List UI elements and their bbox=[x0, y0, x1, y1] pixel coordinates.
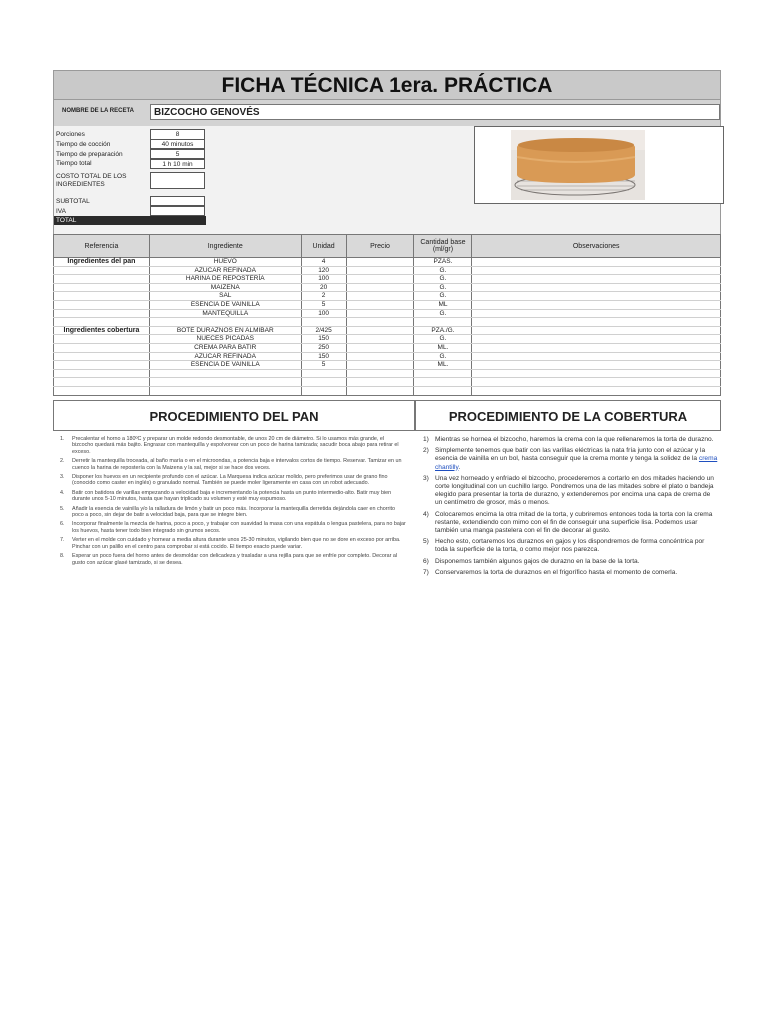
procedure-step bbox=[60, 537, 406, 550]
step-text: Incorporar finalmente la mezcla de harina, poco a poco, y trabajar con suavidad la masa con una espátula o lengua pastelera, para no bajar los huevos, hasta tener todo bien integrado sin grumos secos. bbox=[72, 521, 406, 534]
procedure-step bbox=[423, 538, 719, 554]
row-observaciones[interactable] bbox=[472, 283, 721, 292]
row-observaciones[interactable] bbox=[472, 361, 721, 370]
row-unidad[interactable]: 5 bbox=[301, 361, 346, 370]
porciones-label: Porciones bbox=[56, 131, 85, 138]
costo-label-2: INGREDIENTES bbox=[56, 181, 105, 188]
table-row bbox=[54, 343, 721, 352]
table-row bbox=[54, 266, 721, 275]
procedimiento-pan-heading: PROCEDIMIENTO DEL PAN bbox=[53, 400, 415, 431]
preparacion-label: Tiempo de preparación bbox=[56, 151, 123, 158]
table-header-row bbox=[54, 235, 721, 258]
procedimiento-cobertura-heading: PROCEDIMIENTO DE LA COBERTURA bbox=[415, 400, 721, 431]
row-referencia[interactable] bbox=[54, 361, 150, 370]
col-observaciones: Observaciones bbox=[472, 235, 721, 258]
procedure-step bbox=[423, 569, 719, 577]
row-precio[interactable] bbox=[346, 378, 414, 387]
row-precio[interactable] bbox=[346, 283, 414, 292]
total-bar: TOTAL bbox=[54, 216, 206, 225]
row-unidad[interactable]: 20 bbox=[301, 283, 346, 292]
step-text: Derretir la mantequilla troceada, al baño maría o en el microondas, a potencia baja e intervalos cortos de tiempo. Reservar. Tamizar en un cuenco la harina de repostería con la Maizena y la sal, mejor si se hace dos veces. bbox=[72, 458, 402, 471]
table-row bbox=[54, 318, 721, 327]
col-precio: Precio bbox=[346, 235, 414, 258]
step-number: 2. bbox=[60, 458, 65, 465]
procedure-step bbox=[423, 511, 719, 536]
row-precio[interactable] bbox=[346, 352, 414, 361]
row-unidad[interactable]: 150 bbox=[301, 335, 346, 344]
row-referencia[interactable] bbox=[54, 378, 150, 387]
recipe-info-panel bbox=[53, 126, 721, 235]
row-referencia[interactable] bbox=[54, 275, 150, 284]
subtotal-field[interactable] bbox=[150, 196, 205, 206]
row-unidad[interactable]: 4 bbox=[301, 258, 346, 267]
row-referencia[interactable] bbox=[54, 292, 150, 301]
row-observaciones[interactable] bbox=[472, 309, 721, 318]
row-cantidad[interactable] bbox=[414, 378, 472, 387]
row-cantidad[interactable]: ML. bbox=[414, 343, 472, 352]
table-row bbox=[54, 292, 721, 301]
row-unidad[interactable]: 2/425 bbox=[301, 326, 346, 335]
row-unidad[interactable] bbox=[301, 369, 346, 378]
row-ingrediente[interactable] bbox=[149, 369, 301, 378]
step-text: Mientras se hornea el bizcocho, haremos la crema con la que rellenaremos la torta de durazno. bbox=[435, 436, 714, 443]
step-text-wrap bbox=[72, 537, 406, 550]
row-referencia[interactable] bbox=[54, 386, 150, 395]
row-precio[interactable] bbox=[346, 266, 414, 275]
procedure-step bbox=[60, 436, 406, 455]
recipe-name-label: NOMBRE DE LA RECETA bbox=[62, 108, 134, 114]
row-cantidad[interactable]: G. bbox=[414, 335, 472, 344]
step-text: Colocaremos encima la otra mitad de la torta, y cubriremos entonces toda la torta con la crema restante, extendiendo con mimo con el fin de conseguir una superficie lisa. Podemos usar también una manga pastelera con el fin de decorar al gusto. bbox=[435, 510, 713, 535]
row-referencia[interactable] bbox=[54, 318, 150, 327]
row-cantidad[interactable]: G. bbox=[414, 309, 472, 318]
row-cantidad[interactable] bbox=[414, 318, 472, 327]
row-precio[interactable] bbox=[346, 275, 414, 284]
procedure-step bbox=[60, 553, 406, 566]
step-number: 1) bbox=[423, 436, 429, 443]
procedure-step bbox=[423, 447, 719, 472]
row-observaciones[interactable] bbox=[472, 386, 721, 395]
step-text-wrap bbox=[435, 538, 719, 554]
row-unidad[interactable]: 120 bbox=[301, 266, 346, 275]
step-number: 6) bbox=[423, 557, 429, 565]
procedure-step bbox=[423, 436, 719, 444]
row-observaciones[interactable] bbox=[472, 378, 721, 387]
step-text-wrap bbox=[72, 458, 406, 471]
coccion-label: Tiempo de cocción bbox=[56, 141, 111, 148]
table-row bbox=[54, 326, 721, 335]
step-text-end: . bbox=[458, 463, 461, 471]
row-ingrediente[interactable]: NUECES PICADAS bbox=[149, 335, 301, 344]
row-ingrediente[interactable] bbox=[149, 378, 301, 387]
row-unidad[interactable]: 100 bbox=[301, 309, 346, 318]
row-precio[interactable] bbox=[346, 386, 414, 395]
procedure-step bbox=[60, 506, 406, 519]
step-text-wrap bbox=[72, 474, 406, 487]
row-ingrediente[interactable]: ESENCIA DE VAINILLA bbox=[149, 300, 301, 309]
step-text: Simplemente tenemos que batir con las varillas eléctricas la nata fría junto con el azúcar y la esencia de vainilla en un bol, hasta conseguir que la crema monte y tenga la solidez de la bbox=[435, 447, 706, 463]
row-unidad[interactable]: 5 bbox=[301, 300, 346, 309]
row-precio[interactable] bbox=[346, 292, 414, 301]
row-observaciones[interactable] bbox=[472, 343, 721, 352]
preparacion-field[interactable]: 5 bbox=[150, 149, 205, 159]
row-unidad[interactable] bbox=[301, 386, 346, 395]
step-text-wrap bbox=[72, 553, 406, 566]
row-unidad[interactable]: 150 bbox=[301, 352, 346, 361]
row-cantidad[interactable]: G. bbox=[414, 275, 472, 284]
row-referencia[interactable] bbox=[54, 335, 150, 344]
costo-field[interactable] bbox=[150, 172, 205, 189]
row-observaciones[interactable] bbox=[472, 352, 721, 361]
step-text-wrap bbox=[72, 521, 406, 534]
row-referencia[interactable] bbox=[54, 369, 150, 378]
step-number: 7. bbox=[60, 537, 65, 544]
table-row bbox=[54, 369, 721, 378]
step-text-wrap bbox=[435, 558, 640, 566]
row-unidad[interactable]: 250 bbox=[301, 343, 346, 352]
row-observaciones[interactable] bbox=[472, 326, 721, 335]
row-cantidad[interactable] bbox=[414, 369, 472, 378]
table-row bbox=[54, 386, 721, 395]
row-ingrediente[interactable] bbox=[149, 386, 301, 395]
step-text: Disponer los huevos en un recipiente profundo con el azúcar. La Marquesa indica azúcar molido, pero preferimos usar de grano fino (conocido como caster en inglés) o granulado normal. También se puede moler ligeramente en casa con un robot adecuado. bbox=[72, 474, 388, 487]
row-observaciones[interactable] bbox=[472, 275, 721, 284]
row-ingrediente[interactable]: SAL bbox=[149, 292, 301, 301]
subtotal-label: SUBTOTAL bbox=[56, 198, 90, 205]
row-cantidad[interactable]: G. bbox=[414, 266, 472, 275]
procedure-step bbox=[60, 521, 406, 534]
recipe-sheet bbox=[53, 70, 721, 235]
row-observaciones[interactable] bbox=[472, 300, 721, 309]
row-observaciones[interactable] bbox=[472, 266, 721, 275]
row-observaciones[interactable] bbox=[472, 335, 721, 344]
costo-label-1: COSTO TOTAL DE LOS bbox=[56, 173, 127, 180]
step-text-wrap bbox=[72, 436, 406, 455]
col-referencia: Referencia bbox=[54, 235, 150, 258]
row-referencia[interactable]: Ingredientes cobertura bbox=[54, 326, 150, 335]
table-row bbox=[54, 361, 721, 370]
sheet-title: FICHA TÉCNICA 1era. PRÁCTICA bbox=[53, 70, 721, 100]
row-precio[interactable] bbox=[346, 318, 414, 327]
step-text: Hecho esto, cortaremos los duraznos en gajos y los dispondremos de forma concéntrica por toda la superficie de la torta, o como mejor nos parezca. bbox=[435, 538, 705, 554]
step-text: Una vez horneado y enfriado el bizcocho, procederemos a cortarlo en dos mitades haciendo un corte longitudinal con un cuchillo largo. Pondremos una de las mitades sobre el plato o bandeja elegido para presentar la torta de durazno, y extenderemos por encima una capa de crema de un centímetro de grosor, más o menos. bbox=[435, 474, 714, 507]
row-observaciones[interactable] bbox=[472, 318, 721, 327]
row-ingrediente[interactable]: MAIZENA bbox=[149, 283, 301, 292]
procedure-step bbox=[60, 458, 406, 471]
sponge-cake-photo bbox=[474, 126, 724, 204]
row-referencia[interactable]: Ingredientes del pan bbox=[54, 258, 150, 267]
row-unidad[interactable] bbox=[301, 378, 346, 387]
step-number: 6. bbox=[60, 521, 65, 528]
step-text: Conservaremos la torta de duraznos en el frigorífico hasta el momento de comerla. bbox=[435, 568, 678, 576]
row-cantidad[interactable]: G. bbox=[414, 283, 472, 292]
step-text-wrap bbox=[435, 569, 677, 577]
recipe-name-row bbox=[53, 100, 721, 126]
step-number: 4) bbox=[423, 510, 429, 518]
row-referencia[interactable] bbox=[54, 283, 150, 292]
coccion-field[interactable]: 40 minutos bbox=[150, 139, 205, 149]
step-text: Esperar un poco fuera del horno antes de desmoldar con delicadeza y trasladar a una rejilla para que se enfríe por completo. Decorar al gusto con azúcar glasé tamizado, si se desea. bbox=[72, 553, 398, 566]
iva-label: IVA bbox=[56, 208, 66, 215]
table-row bbox=[54, 300, 721, 309]
step-text: Añadir la esencia de vainilla y/o la ralladura de limón y batir un poco más. Incorporar la mantequilla derretida dejándola caer en chorrito poco a poco, sin dejar de batir a velocidad baja, para que se integre bien. bbox=[72, 505, 396, 519]
step-number: 3. bbox=[60, 474, 65, 481]
step-text: Batir con batidora de varillas empezando a velocidad baja e incrementando la potencia hasta un punto intermedio-alto. Batir muy bien durante unos 5-10 minutos, hasta que hayan triplicado su volumen y esté muy espumoso. bbox=[72, 489, 392, 503]
step-text: Precalentar el horno a 180ºC y preparar un molde redondo desmontable, de unos 20 cm de diámetro. Si lo usamos más grande, el bizcocho quedará más bajito. Engrasar con mantequilla y espolvorear con un poco de harina tamizada; sacudir boca abajo para retirar el exceso. bbox=[72, 436, 399, 455]
row-ingrediente[interactable]: HARINA DE REPOSTERÍA bbox=[149, 275, 301, 284]
row-cantidad[interactable]: PZAS. bbox=[414, 258, 472, 267]
row-ingrediente[interactable]: HUEVO bbox=[149, 258, 301, 267]
row-ingrediente[interactable]: MANTEQUILLA bbox=[149, 309, 301, 318]
row-precio[interactable] bbox=[346, 258, 414, 267]
row-observaciones[interactable] bbox=[472, 258, 721, 267]
row-cantidad[interactable] bbox=[414, 386, 472, 395]
row-precio[interactable] bbox=[346, 343, 414, 352]
table-row bbox=[54, 378, 721, 387]
row-cantidad[interactable]: G. bbox=[414, 352, 472, 361]
row-unidad[interactable]: 2 bbox=[301, 292, 346, 301]
ingredients-table bbox=[53, 234, 721, 396]
col-cantidad: Cantidad base (ml/gr) bbox=[414, 235, 472, 258]
procedure-step bbox=[60, 490, 406, 503]
row-referencia[interactable] bbox=[54, 343, 150, 352]
table-row bbox=[54, 283, 721, 292]
row-precio[interactable] bbox=[346, 361, 414, 370]
pan-steps-list bbox=[60, 436, 406, 569]
row-precio[interactable] bbox=[346, 326, 414, 335]
step-text-wrap bbox=[435, 475, 719, 508]
row-ingrediente[interactable]: BOTE DURAZNOS EN ALMIBAR bbox=[149, 326, 301, 335]
row-unidad[interactable] bbox=[301, 318, 346, 327]
row-observaciones[interactable] bbox=[472, 292, 721, 301]
row-precio[interactable] bbox=[346, 369, 414, 378]
step-text-wrap bbox=[435, 447, 719, 472]
step-number: 3) bbox=[423, 474, 429, 482]
total-time-field[interactable]: 1 h 10 min bbox=[150, 159, 205, 169]
total-time-label: Tiempo total bbox=[56, 160, 92, 167]
procedure-step bbox=[60, 474, 406, 487]
step-text-wrap bbox=[435, 511, 719, 536]
step-text: Verter en el molde con cuidado y hornear a media altura durante unos 25-30 minutos, vigilando bien que no se dore en exceso por arriba. Pinchar con un palillo en el centro para comprobar si está cocido. El tiempo exacto puede variar. bbox=[72, 537, 401, 550]
step-number: 8. bbox=[60, 553, 65, 560]
row-ingrediente[interactable]: AZUCAR REFINADA bbox=[149, 352, 301, 361]
step-text-wrap bbox=[435, 436, 714, 444]
recipe-name-field[interactable]: BIZCOCHO GENOVÉS bbox=[150, 104, 720, 120]
row-referencia[interactable] bbox=[54, 309, 150, 318]
row-ingrediente[interactable] bbox=[149, 318, 301, 327]
cobertura-steps-list bbox=[423, 436, 719, 580]
step-number: 1. bbox=[60, 436, 65, 442]
procedure-step bbox=[423, 558, 719, 566]
row-precio[interactable] bbox=[346, 335, 414, 344]
step-number: 2) bbox=[423, 447, 429, 455]
step-number: 5) bbox=[423, 538, 429, 546]
row-ingrediente[interactable]: CREMA PARA BATIR bbox=[149, 343, 301, 352]
table-row bbox=[54, 352, 721, 361]
step-number: 7) bbox=[423, 568, 429, 576]
row-cantidad[interactable]: G. bbox=[414, 292, 472, 301]
row-cantidad[interactable]: ML. bbox=[414, 361, 472, 370]
table-row bbox=[54, 258, 721, 267]
porciones-field[interactable]: 8 bbox=[150, 129, 205, 140]
row-precio[interactable] bbox=[346, 309, 414, 318]
step-number: 5. bbox=[60, 505, 65, 512]
procedure-step bbox=[423, 475, 719, 508]
step-text-wrap bbox=[72, 490, 406, 503]
iva-field[interactable] bbox=[150, 206, 205, 216]
row-cantidad[interactable]: PZA./G. bbox=[414, 326, 472, 335]
step-number: 4. bbox=[60, 489, 65, 496]
row-referencia[interactable] bbox=[54, 300, 150, 309]
row-cantidad[interactable]: ML bbox=[414, 300, 472, 309]
crema-chantilly-link[interactable]: crema chantilly bbox=[435, 455, 718, 471]
table-row bbox=[54, 335, 721, 344]
table-row bbox=[54, 309, 721, 318]
col-ingrediente: Ingrediente bbox=[149, 235, 301, 258]
table-row bbox=[54, 275, 721, 284]
col-unidad: Unidad bbox=[301, 235, 346, 258]
step-text: Disponemos también algunos gajos de durazno en la base de la torta. bbox=[435, 557, 640, 565]
step-text-wrap bbox=[72, 506, 406, 519]
row-observaciones[interactable] bbox=[472, 369, 721, 378]
row-ingrediente[interactable]: AZUCAR REFINADA bbox=[149, 266, 301, 275]
row-referencia[interactable] bbox=[54, 266, 150, 275]
row-precio[interactable] bbox=[346, 300, 414, 309]
row-unidad[interactable]: 100 bbox=[301, 275, 346, 284]
row-ingrediente[interactable]: ESENCIA DE VAINILLA bbox=[149, 361, 301, 370]
row-referencia[interactable] bbox=[54, 352, 150, 361]
